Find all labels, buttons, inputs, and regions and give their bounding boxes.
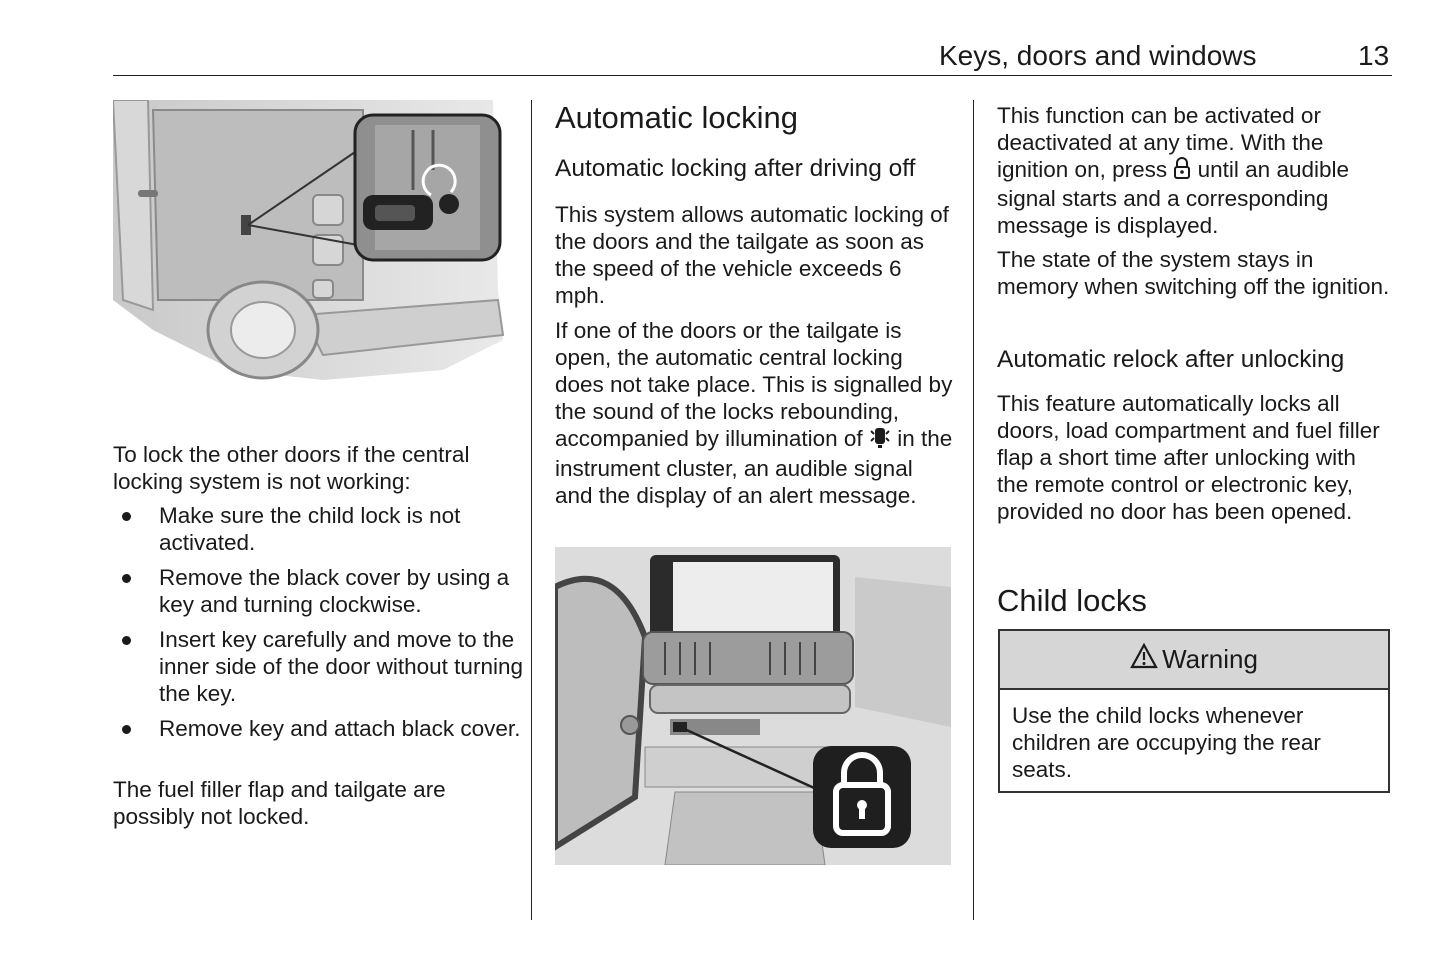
warning-triangle-icon	[1130, 643, 1158, 676]
door-open-warning-icon	[869, 425, 891, 455]
bullet-icon	[122, 636, 131, 645]
warning-title: Warning	[1162, 644, 1258, 674]
list-item	[113, 564, 523, 618]
list-item	[113, 502, 523, 556]
bullet-icon	[122, 512, 131, 521]
left-note-text: The fuel filler flap and tailgate are possibly not locked.	[113, 777, 446, 829]
left-intro-text: To lock the other doors if the central locking system is not working:	[113, 442, 470, 494]
van-rear-door-illustration	[113, 100, 506, 380]
middle-para-2-end: in the instrument cluster, an audible signal and the display of an alert message.	[555, 426, 953, 509]
column-divider-2	[973, 100, 974, 920]
section-heading-automatic-locking: Automatic locking	[555, 100, 798, 135]
list-item-text: Remove the black cover by using a key and turning clockwise.	[159, 565, 510, 617]
list-item	[113, 626, 523, 707]
column-divider-1	[531, 100, 532, 920]
section-heading-child-locks: Child locks	[997, 583, 1147, 618]
subheading-after-driving-off: Automatic locking after driving off	[555, 155, 916, 182]
warning-box	[998, 629, 1390, 793]
middle-para-2-start: If one of the doors or the tailgate is open, the automatic central locking does not take place. This is signalled by the sound of the locks rebounding, accompanied by illumination of	[555, 318, 953, 451]
bullet-icon	[122, 574, 131, 583]
list-item	[113, 715, 523, 742]
middle-para-1: This system allows automatic locking of the doors and the tailgate as soon as the speed of the vehicle exceeds 6 mph.	[555, 202, 949, 308]
right-para-2: The state of the system stays in memory when switching off the ignition.	[997, 247, 1390, 299]
list-item-text: Remove key and attach black cover.	[159, 716, 521, 741]
warning-text: Use the child locks whenever children are occupying the rear seats.	[1012, 703, 1321, 782]
dashboard-lock-button-illustration	[555, 547, 951, 865]
list-item-text: Insert key carefully and move to the inner side of the door without turning the key.	[159, 627, 523, 706]
right-para-3: This feature automatically locks all doors, load compartment and fuel filler flap a short time after unlocking with the remote control or electronic key, provided no door has been opened.	[997, 391, 1380, 524]
subheading-automatic-relock: Automatic relock after unlocking	[997, 346, 1345, 373]
right-para-1-start: This function can be activated or deactivated at any time. With the ignition on, press	[997, 103, 1324, 182]
procedure-list	[113, 502, 523, 750]
header-title: Keys, doors and windows	[939, 40, 1257, 71]
page-number: 13	[1358, 40, 1390, 71]
right-para-1-end: until an audible signal starts and a corresponding message is displayed.	[997, 157, 1350, 239]
bullet-icon	[122, 725, 131, 734]
list-item-text: Make sure the child lock is not activated.	[159, 503, 461, 555]
lock-icon	[1173, 157, 1191, 185]
header-rule	[113, 75, 1392, 76]
warning-header	[1000, 631, 1388, 690]
right-para-1	[997, 102, 1392, 239]
middle-para-2	[555, 317, 955, 509]
